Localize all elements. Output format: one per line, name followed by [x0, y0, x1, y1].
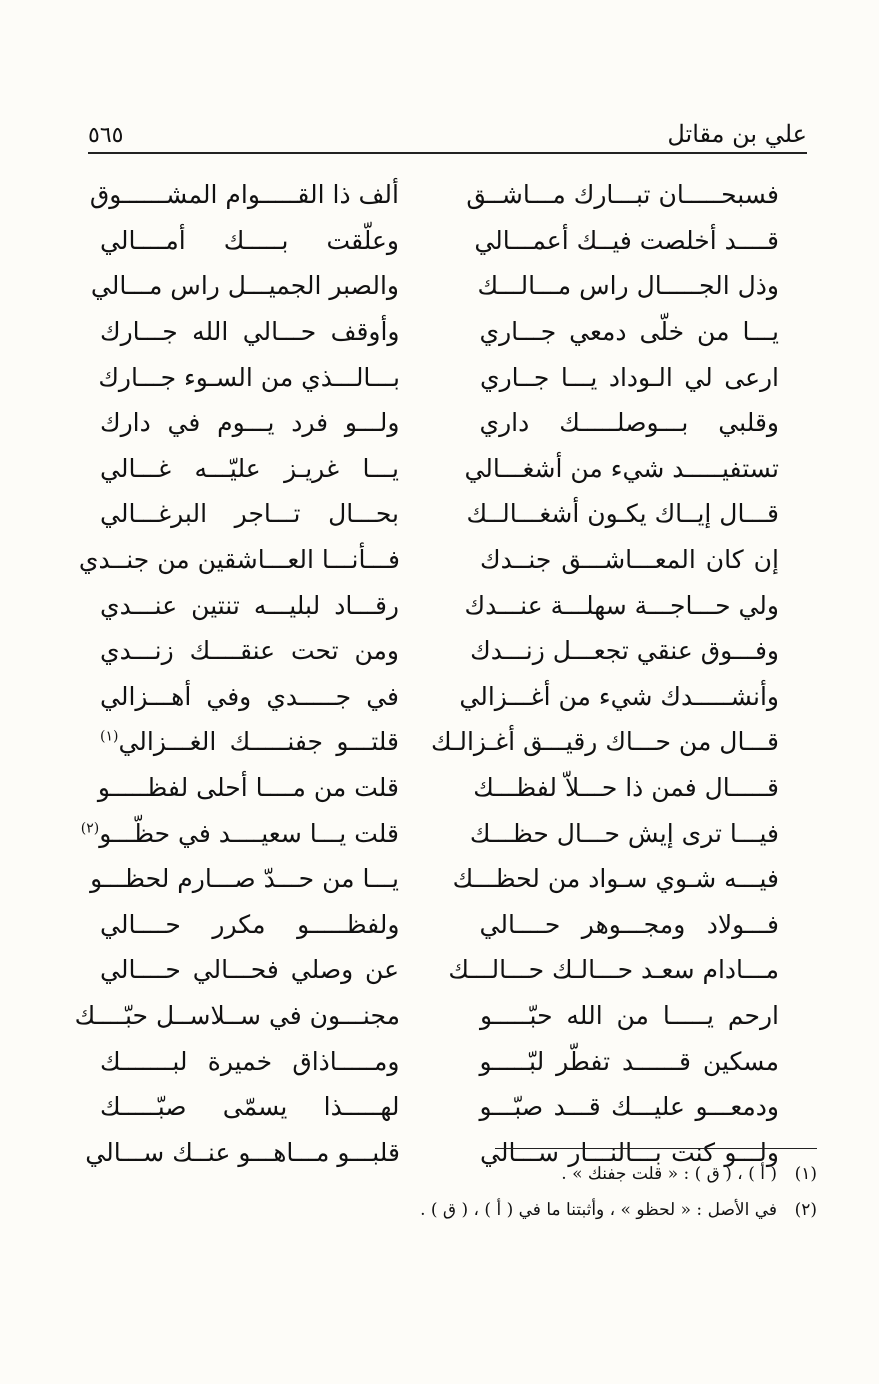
left-hemistich-text: قلت يـــا سعيــــد في حظّـــو — [99, 818, 399, 848]
right-hemistich: ارعى لي الـوداد يـــا جــاري — [480, 362, 779, 392]
verse-line — [100, 674, 779, 720]
verse-line — [100, 628, 779, 674]
verse-line — [100, 947, 779, 993]
right-hemistich: قـــــال فمن ذا حـــلاّ لفظـــك — [473, 773, 779, 803]
verse-line — [74, 993, 779, 1039]
left-hemistich-text: قلتـــو جفنـــــك الغـــزالي — [118, 727, 399, 757]
left-hemistich — [99, 773, 399, 802]
footnote — [88, 1192, 817, 1228]
left-hemistich-text: مجنـــون في ســلاســل حبّــــك — [74, 1000, 400, 1030]
left-hemistich-text: رقـــاد لبليـــه تنتين عنـــدي — [100, 590, 399, 620]
running-title: علي بن مقاتل — [667, 120, 807, 148]
right-hemistich: إن كان المعـــاشـــق جنــدك — [480, 545, 779, 575]
verse-line — [78, 537, 779, 583]
verse-line — [89, 172, 779, 218]
left-hemistich-text: ولـــو فرد يـــوم في دارك — [100, 408, 400, 438]
verse-line — [100, 400, 779, 446]
left-hemistich — [100, 636, 399, 665]
left-hemistich-text: وعلّقت بـــــك أمــــالي — [100, 225, 399, 255]
footnote-reference: (١) — [100, 729, 119, 746]
verse-line — [100, 1084, 779, 1130]
verse-line — [90, 263, 779, 309]
left-hemistich — [100, 317, 400, 346]
left-hemistich-text: وأوقف حـــالي الله جـــارك — [100, 317, 400, 347]
left-hemistich — [100, 1092, 400, 1121]
left-hemistich-text: فـــأنـــا العـــاشقين من جنــدي — [78, 545, 400, 575]
left-hemistich — [90, 271, 399, 301]
footnote-text: في الأصل : « لحظو » ، وأثبتنا ما في ( أ ) ، ( ق ) . — [420, 1200, 777, 1220]
left-hemistich — [100, 955, 399, 984]
footnote-reference: (٢) — [80, 820, 100, 837]
left-hemistich — [74, 1000, 400, 1030]
left-hemistich-text: والصبر الجميـــل راس مـــالي — [90, 271, 399, 301]
left-hemistich — [100, 454, 399, 483]
footnote-number: (١) — [794, 1164, 817, 1184]
verse-line — [100, 218, 779, 264]
right-hemistich: وفـــوق عنقي تجعـــل زنـــدك — [470, 636, 779, 666]
right-hemistich: مسكين قــــــد تفطّر لبّـــــو — [479, 1046, 779, 1076]
verse-line — [100, 354, 779, 400]
right-hemistich: وقلبي بـــوصلـــــك داري — [479, 408, 779, 438]
verse-line — [97, 765, 779, 811]
page-number: ٥٦٥ — [88, 123, 124, 148]
right-hemistich: وذل الجـــــال راس مـــالـــك — [477, 271, 779, 301]
left-hemistich-text: ومن تحت عنقــــك زنـــدي — [100, 636, 399, 666]
right-hemistich: ودمعـــو عليـــك قـــد صبّـــو — [479, 1092, 779, 1122]
left-hemistich — [78, 545, 400, 575]
right-hemistich: مـــادام سعـد حـــالـك حـــالـــك — [448, 955, 779, 985]
right-hemistich: فيـــه شـوي سـواد من لحظـــك — [452, 864, 779, 894]
left-hemistich — [100, 910, 400, 939]
left-hemistich — [89, 180, 399, 210]
left-hemistich — [100, 727, 399, 756]
right-hemistich: ولي حـــاجـــة سهلـــة عنـــدك — [464, 590, 779, 620]
right-hemistich: ارحم يـــــا من الله حبّـــــو — [480, 1000, 779, 1030]
left-hemistich-text: قلبـــو مـــاهـــو عنــك ســـالي — [85, 1137, 400, 1167]
footnote-divider — [495, 1148, 817, 1149]
right-hemistich: فسبحـــــان تبـــارك مـــاشــق — [466, 180, 779, 210]
left-hemistich-text: عن وصلي فحـــالي حــــالي — [100, 955, 399, 985]
left-hemistich-text: في جـــــدي وفي أهـــزالي — [100, 681, 399, 711]
right-hemistich: فيـــا ترى إيش حـــال حظـــك — [469, 818, 779, 848]
footnote-number: (٢) — [794, 1200, 817, 1220]
verse-line — [100, 719, 779, 765]
footnote — [88, 1156, 817, 1192]
verse-line — [100, 446, 779, 492]
footnote-text: ( أ ) ، ( ق ) : « قلت جفنك » . — [561, 1164, 777, 1184]
right-hemistich: وأنشـــــدك شيء من أغـــزالي — [459, 681, 779, 711]
verse-line — [100, 902, 779, 948]
verse-line — [100, 309, 779, 355]
left-hemistich — [80, 818, 399, 848]
right-hemistich: قـــال من حـــاك رقيـــق أغـزالـك — [430, 727, 779, 757]
left-hemistich-text: لهـــــذا يسمّى صبّـــــك — [100, 1092, 400, 1122]
left-hemistich-text: يـــا من حـــدّ صـــارم لحظـــو — [90, 864, 399, 894]
right-hemistich: ولـــو كنت بـــالنـــار ســـالي — [480, 1137, 779, 1167]
left-hemistich — [100, 408, 400, 437]
left-hemistich-text: بحـــال تـــاجر البرغـــالي — [100, 499, 399, 529]
verse-line — [100, 582, 779, 628]
footnotes — [88, 1156, 817, 1228]
right-hemistich: تستفيـــــد شيء من أشغـــالي — [464, 453, 779, 483]
right-hemistich: قـــال إيــاك يكـون أشغـــالــك — [466, 499, 779, 529]
left-hemistich — [100, 499, 399, 528]
page-header — [88, 110, 807, 154]
left-hemistich-text: ومـــــاذاق خميرة لبـــــــك — [100, 1046, 400, 1076]
left-hemistich — [100, 591, 399, 620]
left-hemistich-text: بـــالـــذي من السـوء جـــارك — [98, 362, 400, 392]
left-hemistich-text: قلت من مــــا أحلى لفظـــــو — [97, 773, 399, 803]
poem — [74, 172, 779, 1175]
left-hemistich — [100, 363, 400, 392]
left-hemistich-text: يـــا غريـز عليّـــه غـــالي — [100, 453, 399, 483]
verse-line — [90, 856, 779, 902]
verse-line — [100, 491, 779, 537]
left-hemistich — [100, 1047, 400, 1076]
right-hemistich: فـــولاد ومجـــوهر حــــالي — [479, 909, 779, 939]
left-hemistich — [100, 226, 399, 255]
left-hemistich-text: ولفظـــــو مكرر حــــالي — [100, 909, 400, 939]
verse-line — [80, 810, 779, 856]
left-hemistich-text: ألف ذا القـــــوام المشــــــوق — [89, 180, 399, 210]
right-hemistich: يـــا من خلّى دمعي جـــاري — [479, 317, 779, 347]
left-hemistich — [90, 864, 399, 894]
verse-line — [100, 1038, 779, 1084]
left-hemistich — [100, 682, 399, 711]
right-hemistich: قــــد أخلصت فيــك أعمـــالي — [474, 225, 779, 255]
